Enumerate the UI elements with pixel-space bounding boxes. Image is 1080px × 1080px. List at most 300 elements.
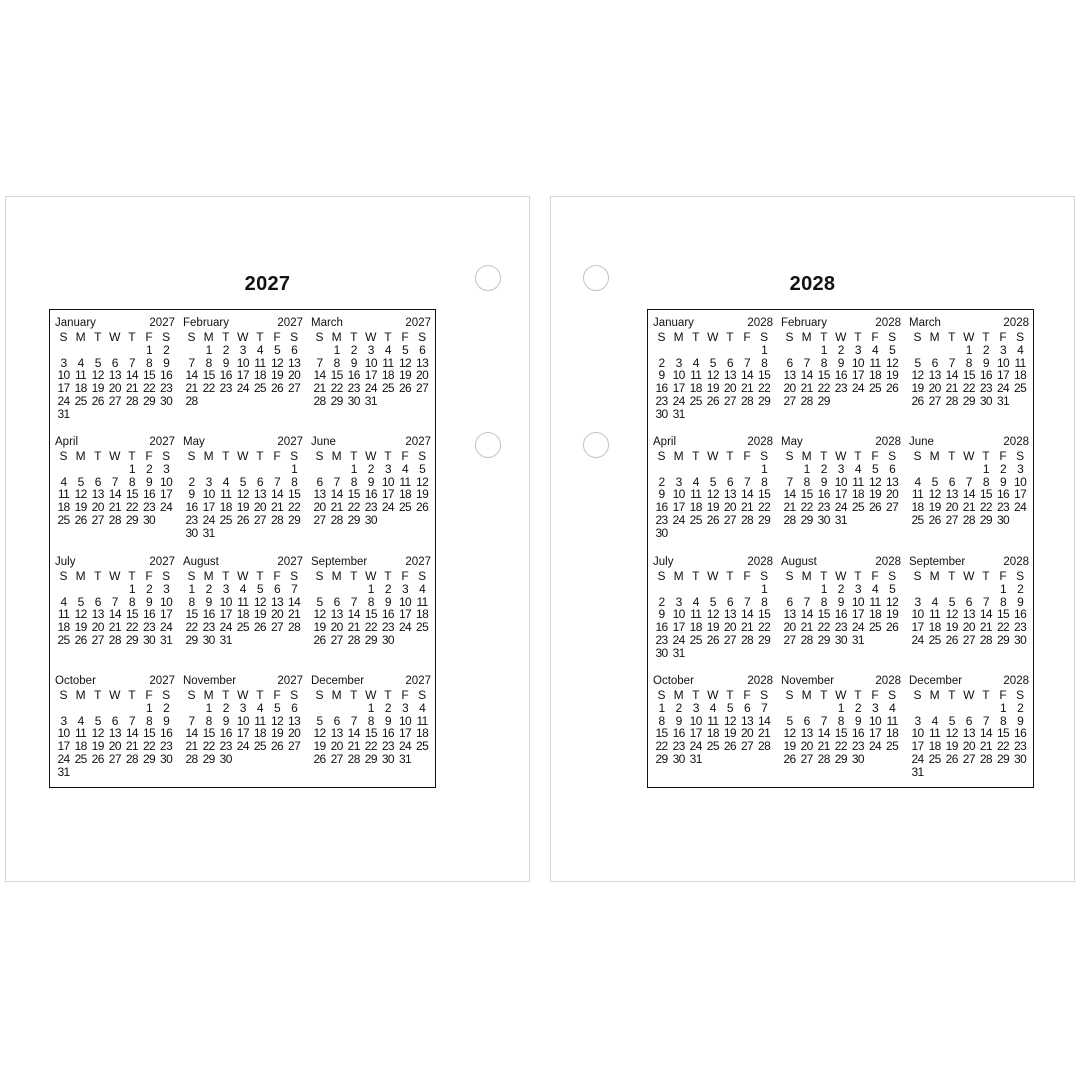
day-cell: 4 (692, 474, 699, 489)
day-cell: 22 (655, 739, 668, 754)
day-cell: 14 (962, 487, 975, 502)
day-cell: 25 (706, 739, 719, 754)
day-cell: 14 (313, 368, 326, 383)
day-cell: 31 (398, 751, 412, 766)
weekday-header: S (187, 569, 196, 583)
day-cell: 25 (416, 739, 429, 754)
day-cell: 19 (928, 500, 941, 515)
day-cell: 23 (185, 512, 198, 527)
day-cell: 12 (911, 368, 924, 383)
day-cell: 20 (253, 500, 266, 515)
day-cell: 30 (202, 632, 215, 647)
day-cell: 20 (91, 500, 104, 515)
day-cell: 11 (690, 607, 702, 622)
day-cell: 17 (851, 607, 864, 622)
day-cell: 14 (945, 368, 958, 383)
day-cell: 29 (142, 393, 156, 408)
weekday-header: T (854, 569, 862, 583)
day-cell: 8 (205, 713, 212, 728)
day-cell: 18 (57, 500, 70, 515)
day-cell: 27 (253, 512, 266, 527)
day-cell: 28 (185, 393, 198, 408)
day-cell: 3 (675, 594, 682, 609)
day-cell: 4 (871, 342, 879, 357)
day-cell: 9 (145, 594, 153, 609)
day-cell: 25 (236, 620, 249, 635)
day-cell: 28 (979, 751, 992, 766)
day-cell: 17 (834, 487, 847, 502)
day-cell: 10 (398, 594, 412, 609)
day-cell: 21 (817, 739, 830, 754)
day-cell: 4 (401, 461, 409, 476)
day-cell: 7 (273, 474, 281, 489)
day-cell: 1 (145, 700, 153, 715)
day-cell: 23 (160, 739, 173, 754)
weekday-header: F (871, 688, 879, 702)
month-name: November (781, 675, 835, 687)
day-cell: 30 (834, 632, 847, 647)
day-cell: 6 (94, 594, 101, 609)
day-cell: 5 (786, 713, 793, 728)
day-cell: 30 (655, 525, 668, 540)
month-march (311, 317, 431, 408)
day-cell: 20 (313, 500, 326, 515)
weekday-header: F (999, 688, 1007, 702)
day-cell: 27 (108, 393, 121, 408)
month-name: April (653, 436, 677, 448)
day-cell: 4 (889, 700, 896, 715)
month-year: 2027 (149, 675, 175, 687)
day-cell: 8 (291, 474, 298, 489)
day-cell: 5 (77, 474, 84, 489)
day-cell: 14 (800, 607, 813, 622)
day-cell: 14 (108, 487, 121, 502)
day-cell: 2 (384, 700, 391, 715)
month-name: November (183, 675, 237, 687)
weekday-header: M (203, 569, 214, 583)
day-cell: 18 (74, 739, 87, 754)
day-cell: 3 (401, 581, 409, 596)
weekday-header: M (801, 330, 812, 344)
day-cell: 23 (979, 381, 992, 396)
day-cell: 9 (658, 368, 665, 383)
day-cell: 21 (185, 381, 198, 396)
weekday-header: S (913, 449, 922, 463)
binder-hole (475, 432, 501, 458)
day-cell: 18 (57, 620, 70, 635)
day-cell: 13 (288, 713, 301, 728)
day-cell: 30 (347, 393, 360, 408)
weekday-header: F (273, 449, 281, 463)
day-cell: 2 (658, 355, 665, 370)
day-cell: 22 (962, 381, 975, 396)
day-cell: 12 (398, 355, 412, 370)
weekday-header: T (94, 330, 102, 344)
day-cell: 3 (914, 713, 921, 728)
day-cell: 21 (125, 381, 138, 396)
day-cell: 6 (965, 594, 972, 609)
month-name: September (909, 556, 966, 568)
day-cell: 13 (330, 726, 343, 741)
day-cell: 27 (800, 751, 813, 766)
month-name: December (311, 675, 365, 687)
weekday-header: T (948, 449, 956, 463)
day-cell: 13 (288, 355, 301, 370)
day-cell: 4 (709, 700, 716, 715)
day-cell: 4 (256, 700, 263, 715)
day-cell: 23 (381, 620, 394, 635)
day-cell: 12 (706, 368, 719, 383)
month-year: 2028 (1003, 675, 1029, 687)
day-cell: 13 (723, 607, 736, 622)
day-cell: 26 (270, 739, 284, 754)
day-cell: 12 (91, 726, 104, 741)
month-february (781, 317, 901, 408)
month-year: 2028 (875, 675, 901, 687)
day-cell: 15 (125, 487, 138, 502)
day-cell: 29 (347, 512, 360, 527)
month-name: March (311, 317, 343, 329)
month-year: 2028 (1003, 317, 1029, 329)
day-cell: 2 (145, 581, 153, 596)
weekday-header: T (222, 688, 230, 702)
day-cell: 14 (185, 726, 198, 741)
day-cell: 22 (142, 739, 156, 754)
day-cell: 27 (330, 751, 343, 766)
day-cell: 15 (202, 368, 215, 383)
day-cell: 6 (743, 700, 751, 715)
day-cell: 10 (996, 355, 1010, 370)
day-cell: 18 (416, 726, 429, 741)
day-cell: 5 (948, 594, 955, 609)
day-cell: 2 (999, 461, 1007, 476)
day-cell: 18 (219, 500, 232, 515)
day-cell: 18 (416, 607, 429, 622)
month-name: February (183, 317, 230, 329)
month-name: August (183, 556, 219, 568)
weekday-header: W (237, 449, 249, 463)
month-year: 2027 (277, 436, 303, 448)
day-cell: 1 (761, 581, 768, 596)
day-cell: 9 (163, 355, 170, 370)
day-cell: 6 (94, 474, 101, 489)
weekday-header: M (203, 688, 214, 702)
day-cell: 17 (851, 368, 864, 383)
weekday-header: W (707, 688, 719, 702)
weekday-header: F (743, 688, 751, 702)
day-cell: 22 (758, 381, 771, 396)
day-cell: 6 (786, 594, 793, 609)
day-cell: 23 (834, 381, 847, 396)
weekday-header: S (290, 449, 299, 463)
weekday-header: S (162, 688, 171, 702)
day-cell: 28 (347, 751, 360, 766)
day-cell: 16 (996, 487, 1010, 502)
day-cell: 21 (800, 381, 813, 396)
day-cell: 29 (817, 632, 830, 647)
day-cell: 22 (288, 500, 301, 515)
day-cell: 1 (803, 461, 810, 476)
day-cell: 13 (313, 487, 326, 502)
day-cell: 15 (834, 726, 847, 741)
month-name: June (909, 436, 934, 448)
day-cell: 15 (347, 487, 360, 502)
day-cell: 10 (672, 607, 685, 622)
day-cell: 14 (330, 487, 343, 502)
month-name: February (781, 317, 828, 329)
year-title: 2028 (789, 273, 836, 295)
day-cell: 28 (740, 632, 754, 647)
day-cell: 4 (1017, 342, 1024, 357)
day-cell: 24 (911, 632, 924, 647)
weekday-header: S (1016, 688, 1025, 702)
month-year: 2028 (1003, 556, 1029, 568)
weekday-header: T (982, 449, 990, 463)
day-cell: 9 (837, 355, 844, 370)
day-cell: 13 (108, 726, 121, 741)
day-cell: 3 (854, 342, 861, 357)
day-cell: 14 (758, 713, 771, 728)
day-cell: 30 (142, 632, 156, 647)
day-cell: 26 (945, 632, 958, 647)
day-cell: 12 (270, 355, 284, 370)
day-cell: 12 (91, 368, 104, 383)
day-cell: 11 (1014, 355, 1026, 370)
weekday-header: W (835, 330, 847, 344)
weekday-header: T (982, 688, 990, 702)
weekday-header: W (365, 569, 377, 583)
day-cell: 8 (367, 594, 374, 609)
day-cell: 4 (854, 461, 861, 476)
day-cell: 5 (931, 474, 938, 489)
day-cell: 9 (658, 487, 665, 502)
day-cell: 13 (740, 713, 754, 728)
day-cell: 30 (219, 751, 232, 766)
day-cell: 16 (160, 726, 173, 741)
day-cell: 14 (347, 607, 360, 622)
day-cell: 15 (817, 607, 830, 622)
day-cell: 30 (160, 393, 173, 408)
day-cell: 15 (979, 487, 992, 502)
day-cell: 19 (886, 368, 899, 383)
day-cell: 31 (911, 764, 924, 779)
day-cell: 19 (398, 368, 412, 383)
day-cell: 29 (364, 751, 377, 766)
day-cell: 28 (330, 512, 343, 527)
day-cell: 15 (996, 726, 1010, 741)
day-cell: 15 (962, 368, 975, 383)
day-cell: 7 (803, 594, 810, 609)
day-cell: 27 (723, 632, 736, 647)
weekday-header: T (256, 449, 264, 463)
day-cell: 17 (996, 368, 1010, 383)
day-cell: 25 (928, 751, 941, 766)
day-cell: 31 (160, 632, 173, 647)
day-cell: 31 (996, 393, 1010, 408)
weekday-header: W (237, 688, 249, 702)
day-cell: 7 (820, 713, 827, 728)
day-cell: 28 (817, 751, 830, 766)
day-cell: 6 (333, 713, 340, 728)
day-cell: 3 (239, 700, 246, 715)
day-cell: 28 (270, 512, 284, 527)
month-year: 2027 (277, 675, 303, 687)
month-year: 2027 (405, 675, 431, 687)
day-cell: 2 (820, 461, 827, 476)
weekday-header: T (820, 449, 828, 463)
day-cell: 18 (886, 726, 899, 741)
day-cell: 12 (313, 726, 326, 741)
day-cell: 13 (91, 607, 104, 622)
day-cell: 20 (91, 620, 104, 635)
day-cell: 3 (367, 342, 374, 357)
day-cell: 29 (996, 751, 1010, 766)
day-cell: 14 (817, 726, 830, 741)
day-cell: 25 (253, 381, 266, 396)
day-cell: 28 (108, 632, 121, 647)
day-cell: 20 (886, 487, 899, 502)
day-cell: 26 (886, 381, 899, 396)
day-cell: 22 (125, 620, 138, 635)
day-cell: 25 (868, 381, 882, 396)
day-cell: 5 (726, 700, 733, 715)
weekday-header: S (888, 449, 897, 463)
weekday-header: T (256, 569, 264, 583)
day-cell: 13 (945, 487, 958, 502)
day-cell: 23 (655, 393, 668, 408)
weekday-header: F (401, 688, 409, 702)
day-cell: 6 (726, 355, 733, 370)
day-cell: 29 (834, 751, 847, 766)
day-cell: 6 (803, 713, 810, 728)
day-cell: 9 (384, 713, 391, 728)
day-cell: 4 (692, 594, 699, 609)
weekday-header: T (94, 569, 102, 583)
weekday-header: W (109, 569, 121, 583)
day-cell: 5 (709, 355, 716, 370)
weekday-header: T (820, 330, 828, 344)
weekday-header: T (350, 330, 358, 344)
day-cell: 5 (273, 342, 281, 357)
day-cell: 10 (160, 594, 173, 609)
weekday-header: T (820, 569, 828, 583)
year-title: 2027 (244, 273, 291, 295)
day-cell: 12 (74, 487, 87, 502)
day-cell: 26 (783, 751, 796, 766)
weekday-header: F (145, 330, 153, 344)
day-cell: 16 (219, 368, 232, 383)
weekday-header: F (743, 330, 751, 344)
day-cell: 12 (74, 607, 87, 622)
day-cell: 15 (125, 607, 138, 622)
day-cell: 17 (911, 739, 924, 754)
weekday-header: S (785, 688, 794, 702)
day-cell: 13 (108, 368, 121, 383)
weekday-header: S (760, 449, 769, 463)
day-cell: 11 (237, 594, 249, 609)
day-cell: 1 (820, 342, 827, 357)
day-cell: 23 (834, 620, 847, 635)
month-year: 2027 (405, 317, 431, 329)
day-cell: 20 (416, 368, 429, 383)
day-cell: 1 (128, 581, 135, 596)
day-cell: 21 (125, 739, 138, 754)
day-cell: 10 (689, 713, 702, 728)
day-cell: 10 (219, 594, 232, 609)
day-cell: 23 (655, 512, 668, 527)
day-cell: 26 (253, 620, 266, 635)
day-cell: 8 (128, 594, 135, 609)
weekday-header: S (315, 569, 324, 583)
day-cell: 7 (965, 474, 972, 489)
weekday-header: F (273, 688, 281, 702)
day-cell: 19 (706, 620, 719, 635)
day-cell: 29 (202, 751, 215, 766)
month-name: June (311, 436, 336, 448)
day-cell: 31 (219, 632, 232, 647)
day-cell: 9 (999, 474, 1007, 489)
weekday-header: T (128, 688, 136, 702)
day-cell: 21 (108, 500, 121, 515)
day-cell: 10 (868, 713, 882, 728)
day-cell: 13 (270, 594, 284, 609)
day-cell: 30 (979, 393, 992, 408)
day-cell: 16 (142, 607, 156, 622)
weekday-header: M (673, 569, 684, 583)
day-cell: 25 (74, 393, 87, 408)
month-april (55, 436, 175, 527)
day-cell: 16 (202, 607, 215, 622)
day-cell: 22 (347, 500, 360, 515)
day-cell: 17 (219, 607, 232, 622)
day-cell: 2 (188, 474, 195, 489)
day-cell: 13 (416, 355, 429, 370)
weekday-header: S (59, 688, 68, 702)
day-cell: 15 (758, 368, 771, 383)
day-cell: 19 (706, 381, 719, 396)
day-cell: 22 (758, 500, 771, 515)
day-cell: 4 (931, 713, 938, 728)
day-cell: 21 (740, 381, 754, 396)
day-cell: 11 (929, 726, 941, 741)
day-cell: 11 (886, 713, 898, 728)
day-cell: 11 (869, 355, 881, 370)
day-cell: 27 (945, 512, 958, 527)
day-cell: 1 (982, 461, 989, 476)
day-cell: 31 (364, 393, 377, 408)
day-cell: 18 (689, 620, 702, 635)
day-cell: 8 (205, 355, 212, 370)
day-cell: 6 (726, 594, 733, 609)
day-cell: 22 (364, 739, 377, 754)
day-cell: 6 (889, 461, 896, 476)
day-cell: 8 (820, 594, 827, 609)
day-cell: 7 (761, 700, 768, 715)
day-cell: 16 (655, 620, 668, 635)
day-cell: 17 (160, 607, 173, 622)
day-cell: 8 (333, 355, 340, 370)
weekday-header: F (743, 449, 751, 463)
day-cell: 29 (758, 632, 771, 647)
day-cell: 27 (270, 620, 284, 635)
weekday-header: T (726, 449, 734, 463)
day-cell: 10 (160, 474, 173, 489)
day-cell: 20 (723, 620, 736, 635)
day-cell: 8 (188, 594, 195, 609)
day-cell: 27 (416, 381, 429, 396)
weekday-header: W (963, 688, 975, 702)
weekday-header: T (948, 688, 956, 702)
